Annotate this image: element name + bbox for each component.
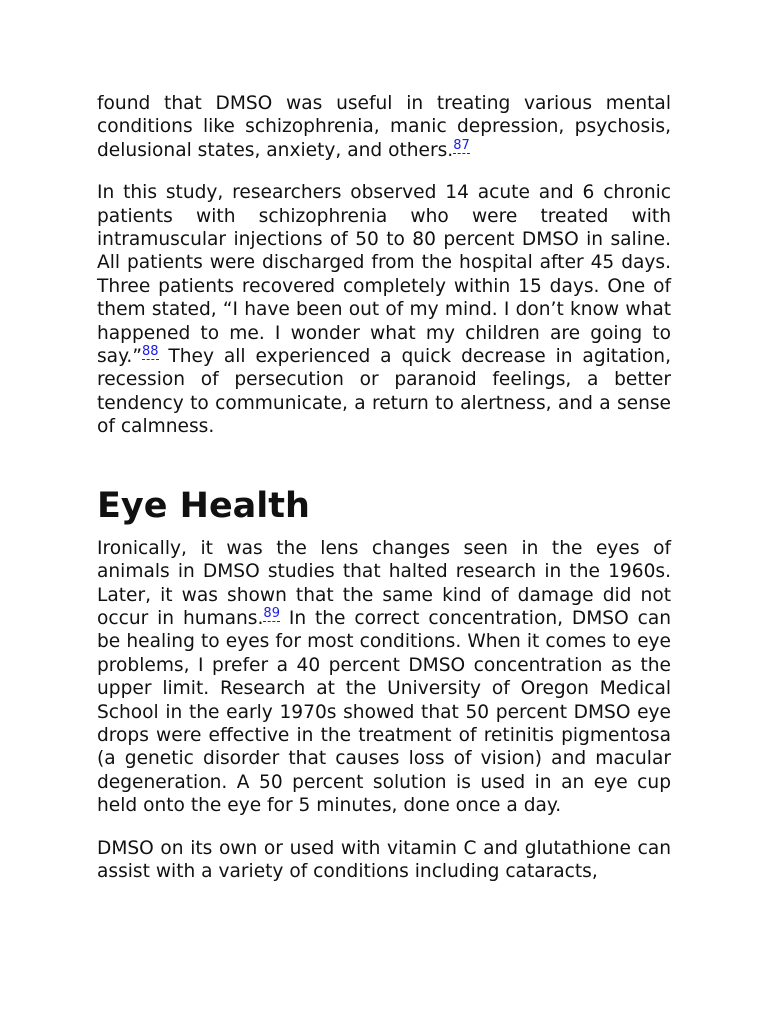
body-paragraph: [97, 837, 671, 884]
paragraph-text: DMSO on its own or used with vitamin C and glutathione can assist with a variety of conditions including cataracts,: [97, 837, 671, 882]
body-paragraph: [97, 92, 671, 162]
page-content: [97, 92, 671, 902]
top-paragraphs: [97, 92, 671, 439]
paragraph-text: Ironically, it was the lens changes seen in the eyes of animals in DMSO studies that halted research in the 1960s. Later, it was shown that the same kind of damage did not occur in humans.: [97, 537, 671, 629]
body-paragraph: [97, 181, 671, 438]
footnote-link-87[interactable]: 87: [453, 137, 470, 153]
section-heading: Eye Health: [97, 485, 310, 526]
paragraph-text: In this study, researchers observed 14 acute and 6 chronic patients with schizophrenia who were treated with intramuscular injections of 50 to 80 percent DMSO in saline. All patients were discharged from the hospital after 45 days. Three patients recovered completely within 15 days. One of them stated, “I have been out of my mind. I don’t know what happened to me. I wonder what my children are going to say.”: [97, 182, 671, 368]
paragraph-text: They all experienced a quick decrease in agitation, recession of persecution or paranoid feelings, a better tendency to communicate, a return to alertness, and a sense of calmness.: [97, 346, 671, 438]
bottom-paragraphs: [97, 537, 671, 884]
paragraph-text: found that DMSO was useful in treating various mental conditions like schizophrenia, manic depression, psychosis, delusional states, anxiety, and others.: [97, 93, 671, 161]
paragraph-text: In the correct concentration, DMSO can be healing to eyes for most conditions. When it comes to eye problems, I prefer a 40 percent DMSO concentration as the upper limit. Research at the University of Oregon Medical School in the early 1970s showed that 50 percent DMSO eye drops were effective in the treatment of retinitis pigmentosa (a genetic disorder that causes loss of vision) and macular degeneration. A 50 percent solution is used in an eye cup held onto the eye for 5 minutes, done once a day.: [97, 607, 671, 817]
footnote-link-89[interactable]: 89: [263, 605, 280, 621]
body-paragraph: [97, 537, 671, 818]
footnote-link-88[interactable]: 88: [141, 344, 159, 360]
